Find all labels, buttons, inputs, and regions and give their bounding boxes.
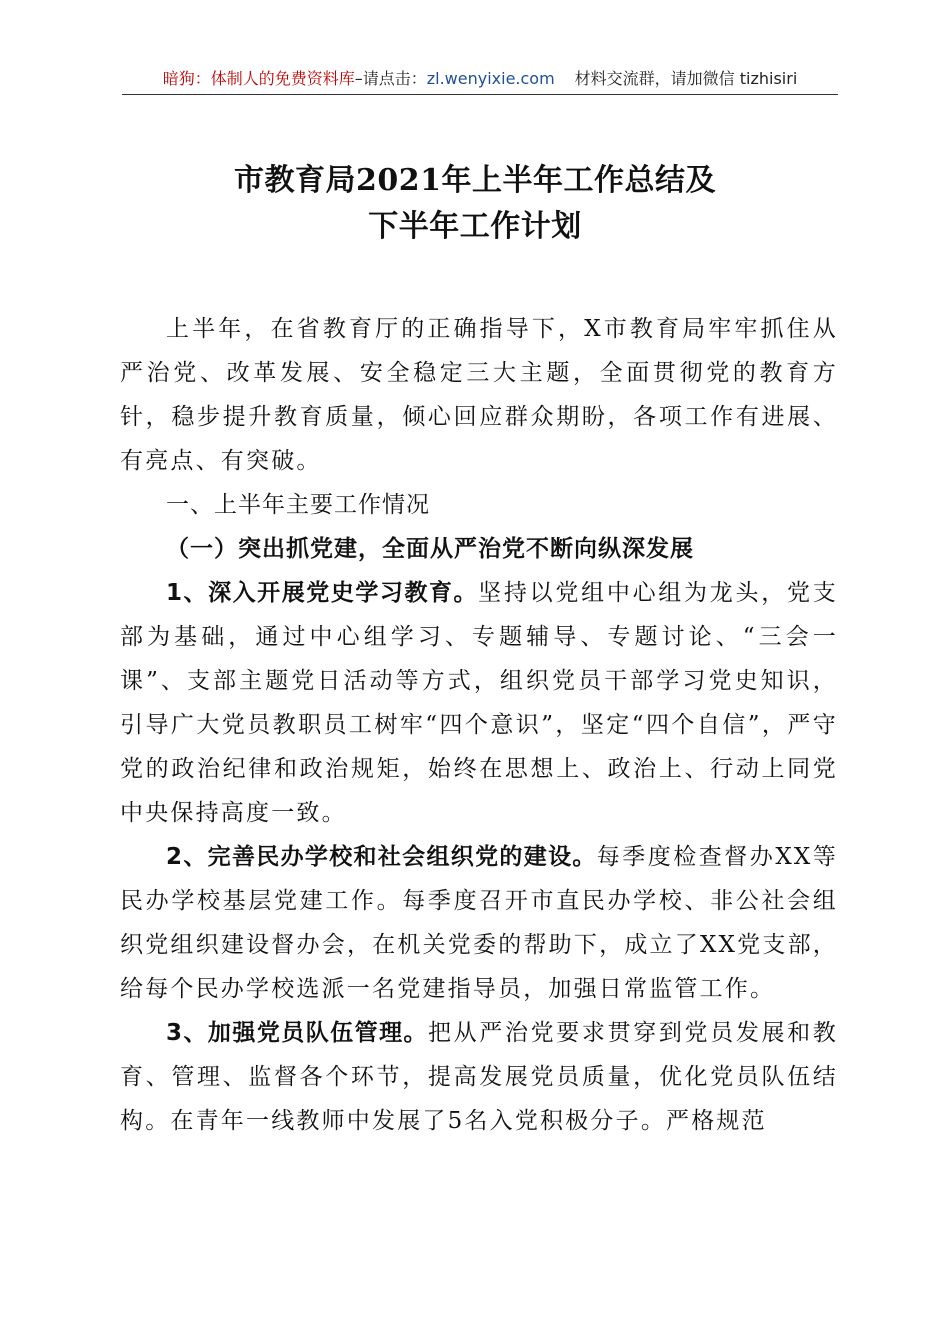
item-paragraph <box>120 835 838 1011</box>
header-click-prompt: –请点击： <box>354 69 427 88</box>
document-title <box>0 158 950 250</box>
section-heading: 一、上半年主要工作情况 <box>166 492 430 518</box>
subsection-heading: （一）突出抓党建，全面从严治党不断向纵深发展 <box>166 536 694 562</box>
item-lead: 1、深入开展党史学习教育。 <box>166 580 479 606</box>
item-text: 坚持以党组中心组为龙头，党支部为基础，通过中心组学习、专题辅导、专题讨论、“三会一课”、支部主题党日活动等方式，组织党员干部学习党史知识，引导广大党员教职员工树牢“四个意识”，坚定“四个自信”，严守党的政治纪律和政治规矩，始终在思想上、政治上、行动上同党中央保持高度一致。 <box>120 580 838 826</box>
item-paragraph <box>120 1011 838 1143</box>
item-lead: 3、加强党员队伍管理。 <box>166 1020 428 1046</box>
header-group-note: 材料交流群，请加微信 tizhisiri <box>574 69 798 88</box>
page-header <box>122 64 838 95</box>
title-line-1: 市教育局2021年上半年工作总结及 <box>234 163 716 198</box>
item-lead: 2、完善民办学校和社会组织党的建设。 <box>166 844 597 870</box>
title-line-2: 下半年工作计划 <box>368 209 582 244</box>
item-text: 每季度检查督办XX等民办学校基层党建工作。每季度召开市直民办学校、非公社会组织党组织建设督办会，在机关党委的帮助下，成立了XX党支部，给每个民办学校选派一名党建指导员，加强日常监管工作。 <box>120 844 839 1002</box>
header-site-name: 暗狗：体制人的免费资料库 <box>162 69 355 88</box>
intro-paragraph: 上半年，在省教育厅的正确指导下，X市教育局牢牢抓住从严治党、改革发展、安全稳定三大主题，全面贯彻党的教育方针，稳步提升教育质量，倾心回应群众期盼，各项工作有进展、有亮点、有突破。 <box>120 316 838 474</box>
header-url-link[interactable]: zl.wenyixie.com <box>426 69 555 88</box>
document-body <box>120 307 838 1143</box>
item-text: 把从严治党要求贯穿到党员发展和教育、管理、监督各个环节，提高发展党员质量，优化党员队伍结构。在青年一线教师中发展了5名入党积极分子。严格规范 <box>120 1020 838 1134</box>
item-paragraph <box>120 571 838 835</box>
